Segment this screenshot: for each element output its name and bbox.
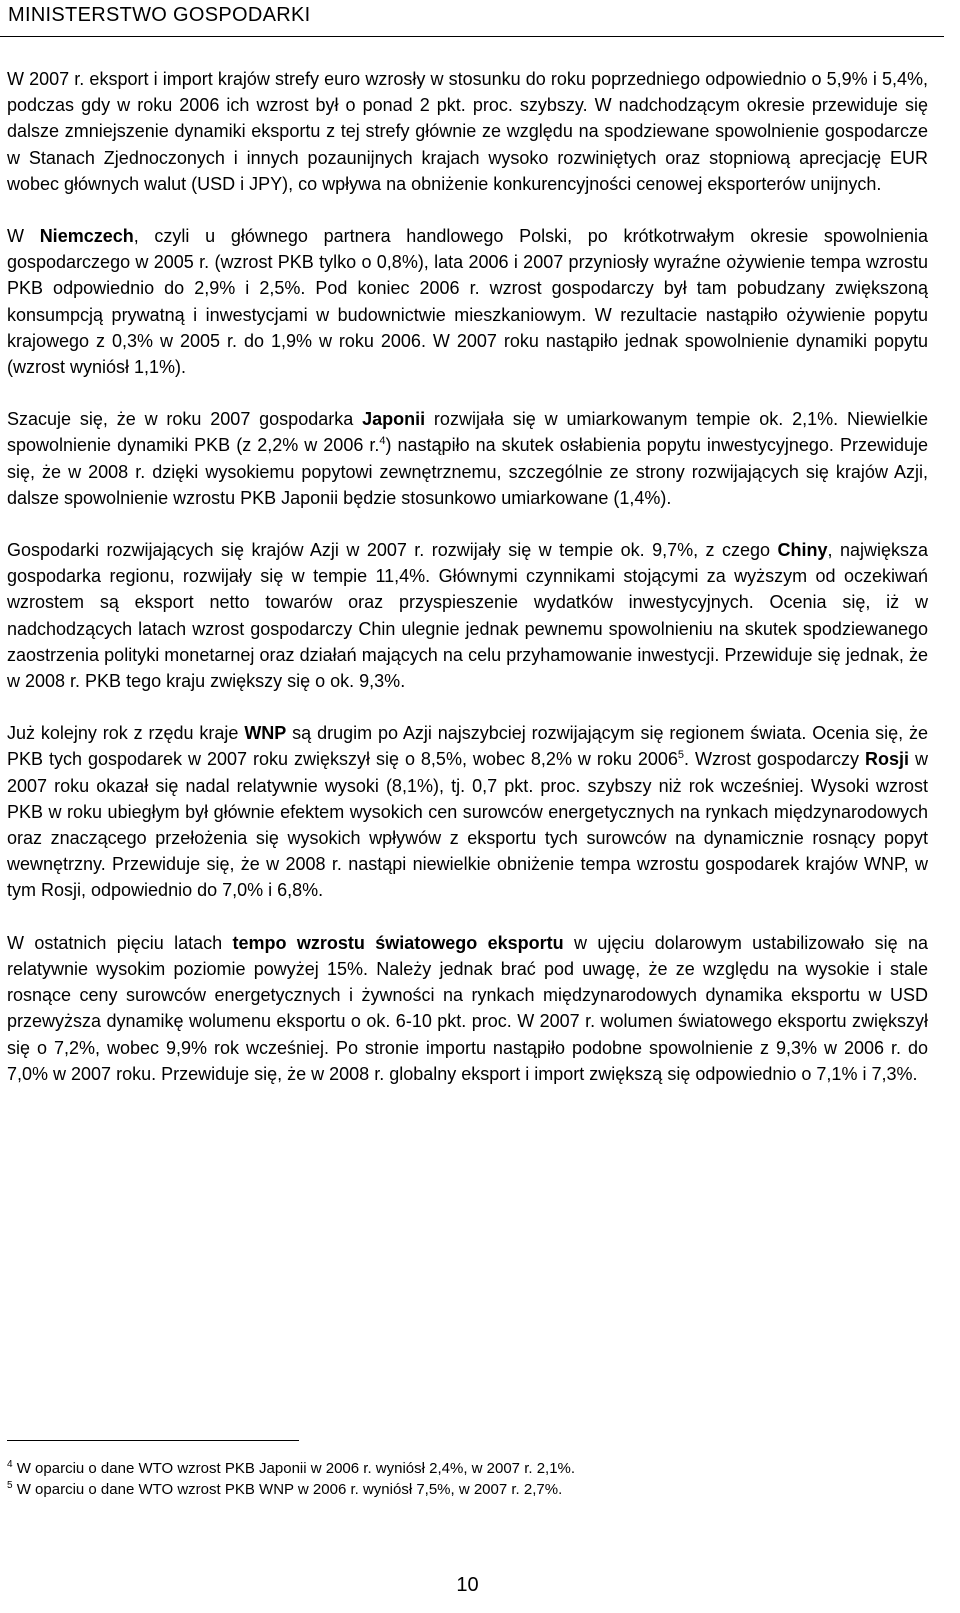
bold-term-rosji: Rosji (865, 749, 910, 770)
footnote-ref-4[interactable]: 4 (379, 435, 386, 448)
document-body (7, 66, 928, 1113)
paragraph-euro-zone (7, 66, 928, 197)
bold-term-niemczech: Niemczech (39, 226, 134, 247)
paragraph-text: w 2007 roku okazał się nadal relatywnie wysoki (8,1%), tj. 0,7 pkt. proc. szybszy niż rok wcześniej. Wysoki wzrost PKB w roku ubiegłym był głównie efektem wysokich cen surowców energetycznych na rynkach międzynarodowych oraz znaczącego przełożenia się wysokich wpływów z eksportu tych surowców na dynamicznie rosnący popyt wewnętrzny. Przewiduje się, że w 2008 r. nastąpi niewielkie obniżenie tempa wzrostu gospodarek krajów WNP, w tym Rosji, odpowiednio do 7,0% i 6,8%. (7, 749, 929, 901)
page-number: 10 (456, 1574, 479, 1596)
paragraph-germany (7, 223, 928, 380)
paragraph-text: W 2007 r. eksport i import krajów strefy euro wzrosły w stosunku do roku poprzedniego odpowiednio o 5,9% i 5,4%, podczas gdy w roku 2006 ich wzrost był o ponad 2 pkt. proc. szybszy. W nadchodzącym okresie przewiduje się dalsze zmniejszenie dynamiki eksportu z tej strefy głównie ze względu na spodziewane spowolnienie gospodarcze w Stanach Zjednoczonych i innych pozaunijnych krajach wysoko rozwiniętych oraz stopniową aprecjację EUR wobec głównych walut (USD i JPY), co wpływa na obniżenie konkurencyjności cenowej eksporterów unijnych. (7, 69, 928, 194)
bold-term-japonii: Japonii (362, 409, 426, 430)
bold-term-wnp: WNP (244, 723, 287, 744)
footnote-text: W oparciu o dane WTO wzrost PKB WNP w 2006 r. wyniósł 7,5%, w 2007 r. 2,7%. (12, 1481, 563, 1498)
paragraph-text: , czyli u głównego partnera handlowego Polski, po krótkotrwałym okresie spowolnienia gospodarczego w 2005 r. (wzrost PKB tylko o 0,8%), lata 2006 i 2007 przyniosły wyraźne ożywienie tempa wzrostu PKB odpowiednio do 2,9% i 2,5%. Pod koniec 2006 r. wzrost gospodarczy był tam pobudzany zwiększoną konsumpcją prywatną i inwestycjami w budownictwie mieszkaniowym. W rezultacie nastąpiło ożywienie popytu krajowego z 0,3% w 2005 r. do 1,9% w roku 2006. W 2007 roku nastąpiło jednak spowolnienie dynamiki popytu (wzrost wyniósł 1,1%). (7, 226, 928, 378)
footnote-number: 5 (7, 1480, 13, 1491)
paragraph-text: ) nastąpiło na skutek osłabienia popytu inwestycyjnego. Przewiduje się, że w 2008 r. dzięki wysokiemu popytowi zewnętrznemu, szczególnie ze strony rozwijających się krajów Azji, dalsze spowolnienie wzrostu PKB Japonii będzie stosunkowo umiarkowane (1,4%). (7, 435, 928, 508)
page-header-title: MINISTERSTWO GOSPODARKI (8, 4, 311, 26)
footnotes (7, 1458, 928, 1500)
paragraph-japan (7, 406, 928, 511)
footnote-text: W oparciu o dane WTO wzrost PKB Japonii w 2006 r. wyniósł 2,4%, w 2007 r. 2,1%. (12, 1460, 576, 1477)
paragraph-text: W (7, 226, 40, 247)
footnote-ref-5[interactable]: 5 (677, 749, 685, 762)
paragraph-text: Już kolejny rok z rzędu kraje (7, 723, 245, 744)
paragraph-text: Szacuje się, że w roku 2007 gospodarka (7, 409, 363, 430)
paragraph-text: W ostatnich pięciu latach (7, 932, 233, 953)
paragraph-text: . Wzrost gospodarczy (684, 749, 866, 770)
paragraph-world-export (7, 930, 928, 1087)
paragraph-text: w ujęciu dolarowym ustabilizowało się na relatywnie wysokim poziomie powyżej 15%. Należy jednak brać pod uwagę, że ze względu na wysokie i stale rosnące ceny surowców energetycznych i żywności na rynkach międzynarodowych dynamika eksportu w USD przewyższa dynamikę wolumenu eksportu o ok. 6-10 pkt. proc. W 2007 r. wolumen światowego eksportu zwiększył się o 7,2%, wobec 9,9% rok wcześniej. Po stronie importu nastąpiło podobne spowolnienie z 9,3% w 2006 r. do 7,0% w 2007 roku. Przewiduje się, że w 2008 r. globalny eksport i import zwiększą się odpowiednio o 7,1% i 7,3%. (7, 932, 928, 1084)
footnote-number: 4 (7, 1459, 13, 1470)
paragraph-text: , największa gospodarka regionu, rozwijały się w tempie 11,4%. Głównymi czynnikami stojącymi za wyższym od oczekiwań wzrostem są eksport netto towarów oraz przyspieszenie wydatków inwestycyjnych. Ocenia się, iż w nadchodzących latach wzrost gospodarczy Chin ulegnie jednak pewnemu spowolnieniu na skutek spodziewanego zaostrzenia polityki monetarnej oraz działań mających na celu przyhamowanie inwestycji. Przewiduje się jednak, że w 2008 r. PKB tego kraju zwiększy się o ok. 9,3%. (7, 540, 929, 692)
footnote-4 (7, 1458, 928, 1479)
header-divider (0, 36, 944, 37)
footnote-divider (7, 1440, 299, 1441)
bold-term-world-export: tempo wzrostu światowego eksportu (232, 932, 564, 953)
paragraph-asia (7, 537, 928, 694)
bold-term-chiny: Chiny (777, 540, 828, 561)
paragraph-cis (7, 720, 928, 903)
paragraph-text: rozwijała się w umiarkowanym tempie ok. 2,1%. Niewielkie spowolnienie dynamiki PKB (z 2,2% w 2006 r. (7, 409, 928, 456)
footnote-5 (7, 1479, 928, 1500)
paragraph-text: Gospodarki rozwijających się krajów Azji w 2007 r. rozwijały się w tempie ok. 9,7%, z czego (7, 540, 778, 561)
paragraph-text: są drugim po Azji najszybciej rozwijającym się regionem świata. Ocenia się, że PKB tych gospodarek w 2007 roku zwiększył się o 8,5%, wobec 8,2% w roku 2006 (7, 723, 928, 770)
